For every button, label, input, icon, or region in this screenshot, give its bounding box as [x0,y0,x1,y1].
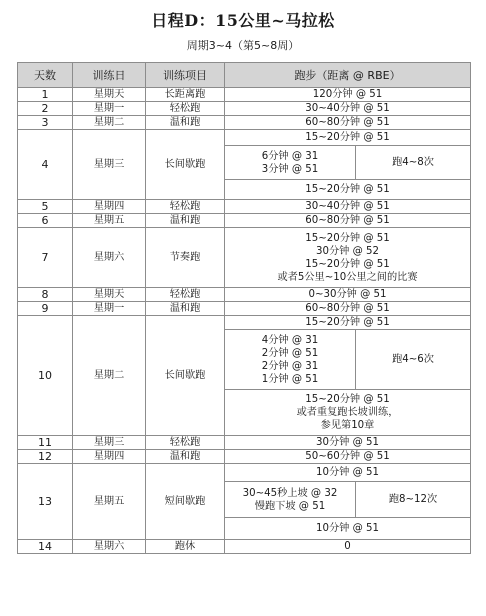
table-row [18,436,471,450]
cell-run: 120分钟 @ 51 [225,88,471,102]
run-line: 或者5公里~10公里之间的比赛 [277,271,418,283]
table-row [18,200,471,214]
cell-day: 14 [18,540,73,554]
run-line: 15~20分钟 @ 51 [305,258,390,270]
cell-weekday: 星期六 [73,540,146,554]
cell-day: 2 [18,102,73,116]
page-title: 日程D：15公里~马拉松 [151,11,335,30]
run-line: 或者重复跑长坡训练， [296,407,399,418]
cell-type: 轻松跑 [146,200,225,214]
cell-type: 短间歇跑 [146,464,225,540]
cell-day: 4 [18,130,73,200]
cell-run: 30~40分钟 @ 51 [225,200,471,214]
cell-weekday: 星期二 [73,116,146,130]
cell-weekday: 星期四 [73,450,146,464]
cell-type: 轻松跑 [146,436,225,450]
cell-weekday: 星期六 [73,228,146,288]
cell-run: 60~80分钟 @ 51 [225,116,471,130]
table-row [18,464,471,482]
cell-run: 30~40分钟 @ 51 [225,102,471,116]
cell-run-warmup: 15~20分钟 @ 51 [225,316,471,330]
table-row [18,214,471,228]
cell-type: 长间歇跑 [146,130,225,200]
cell-weekday: 星期三 [73,130,146,200]
cell-type: 温和跑 [146,116,225,130]
cell-type: 轻松跑 [146,102,225,116]
table-row [18,302,471,316]
cell-run-repeat: 跑4~8次 [356,146,471,180]
cell-day: 12 [18,450,73,464]
cell-weekday: 星期一 [73,102,146,116]
cell-run-cooldown: 10分钟 @ 51 [225,518,471,540]
cell-day: 9 [18,302,73,316]
cell-weekday: 星期一 [73,302,146,316]
header-weekday: 训练日 [73,63,146,88]
schedule-table [17,62,471,554]
cell-type: 长距离跑 [146,88,225,102]
cell-run: 60~80分钟 @ 51 [225,302,471,316]
cell-day: 8 [18,288,73,302]
cell-weekday: 星期天 [73,288,146,302]
cell-weekday: 星期二 [73,316,146,436]
table-row [18,228,471,288]
table-header-row [18,63,471,88]
table-row [18,116,471,130]
cell-weekday: 星期五 [73,214,146,228]
cell-type: 温和跑 [146,214,225,228]
cell-run: 60~80分钟 @ 51 [225,214,471,228]
cell-run [225,228,471,288]
cell-type: 温和跑 [146,450,225,464]
cell-run-cooldown: 15~20分钟 @ 51 [225,180,471,200]
cell-day: 10 [18,316,73,436]
cell-day: 6 [18,214,73,228]
rep-line: 30~45秒上坡 @ 32 [242,487,338,499]
page-subtitle: 周期3~4（第5~8周） [186,39,300,52]
cell-type: 轻松跑 [146,288,225,302]
table-row [18,316,471,330]
cell-type: 温和跑 [146,302,225,316]
cell-weekday: 星期三 [73,436,146,450]
table-row [18,450,471,464]
cell-run-reps [225,482,356,518]
cell-day: 13 [18,464,73,540]
cell-weekday: 星期四 [73,200,146,214]
rep-line: 4分钟 @ 31 [261,334,319,346]
table-row [18,288,471,302]
cell-run-reps [225,330,356,390]
header-type: 训练项目 [146,63,225,88]
rep-line: 1分钟 @ 51 [261,373,319,385]
cell-weekday: 星期天 [73,88,146,102]
cell-type: 跑休 [146,540,225,554]
cell-type: 长间歇跑 [146,316,225,436]
cell-run-warmup: 10分钟 @ 51 [225,464,471,482]
cell-day: 7 [18,228,73,288]
rep-line: 慢跑下坡 @ 51 [254,500,326,512]
cell-day: 5 [18,200,73,214]
run-line: 15~20分钟 @ 51 [305,232,390,244]
table-row [18,88,471,102]
cell-day: 3 [18,116,73,130]
cell-day: 11 [18,436,73,450]
cell-run-cooldown [225,390,471,436]
cell-run: 0 [225,540,471,554]
cell-run-repeat: 跑8~12次 [356,482,471,518]
cell-run-warmup: 15~20分钟 @ 51 [225,130,471,146]
rep-line: 2分钟 @ 51 [261,347,319,359]
table-row [18,102,471,116]
cell-run: 30分钟 @ 51 [225,436,471,450]
cell-run: 50~60分钟 @ 51 [225,450,471,464]
run-line: 参见第10章 [320,420,375,431]
cell-type: 节奏跑 [146,228,225,288]
rep-line: 2分钟 @ 31 [261,360,319,372]
header-day: 天数 [18,63,73,88]
cell-run-repeat: 跑4~6次 [356,330,471,390]
table-row [18,540,471,554]
table-row [18,130,471,146]
cell-day: 1 [18,88,73,102]
rep-line: 6分钟 @ 31 [261,150,319,162]
cell-weekday: 星期五 [73,464,146,540]
cell-run-reps [225,146,356,180]
rep-line: 3分钟 @ 51 [261,163,319,175]
run-line: 30分钟 @ 52 [316,245,379,257]
run-line: 15~20分钟 @ 51 [305,394,390,405]
cell-run: 0~30分钟 @ 51 [225,288,471,302]
header-run: 跑步（距离 @ RBE） [225,63,471,88]
